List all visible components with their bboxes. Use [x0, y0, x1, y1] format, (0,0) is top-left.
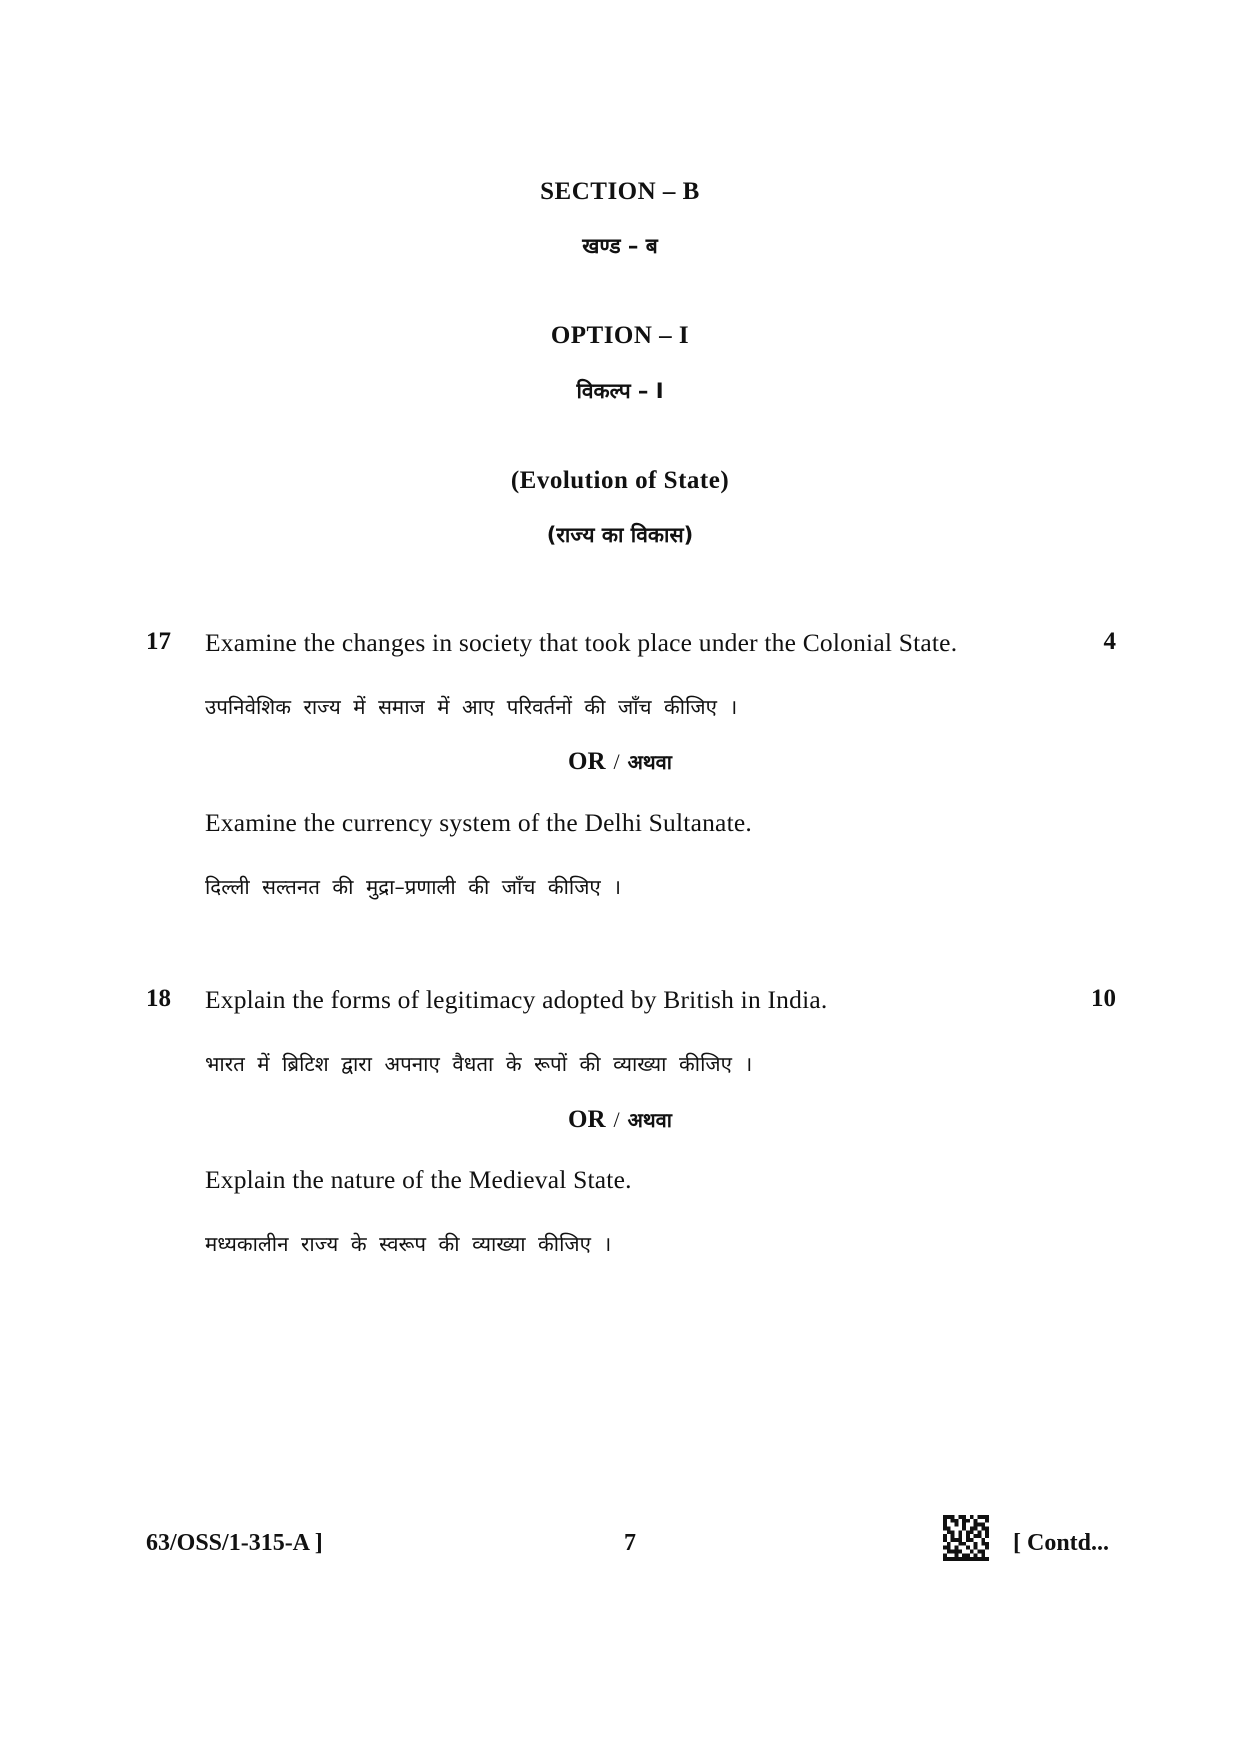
question-text: Examine the changes in society that took place under the Colonial State. [205, 628, 958, 657]
question-number: 18 [146, 985, 171, 1012]
topic-title: (Evolution of State) [510, 467, 730, 494]
alternative-question-text: Explain the nature of the Medieval State. [205, 1165, 632, 1194]
question-text-hindi: उपनिवेशिक राज्य में समाज में आए परिवर्तनों की जाँच कीजिए । [205, 695, 738, 719]
or-label-hindi: अथवा [627, 1108, 672, 1132]
section-title-hindi: खण्ड – ब [582, 234, 658, 258]
section-title: SECTION – B [540, 178, 700, 205]
or-label-hindi: अथवा [627, 750, 672, 774]
or-divider [0, 748, 1240, 776]
or-divider [0, 1106, 1240, 1134]
question-marks: 10 [1091, 985, 1116, 1012]
question-marks: 4 [1103, 628, 1116, 655]
or-label: OR [568, 1106, 606, 1133]
or-separator: / [613, 749, 620, 774]
alternative-question-text-hindi: मध्यकालीन राज्य के स्वरूप की व्याख्या कीजिए । [205, 1232, 612, 1256]
qr-code-icon [943, 1515, 989, 1561]
option-title-hindi: विकल्प – I [576, 379, 664, 403]
topic-title-hindi: (राज्य का विकास) [546, 523, 694, 547]
continued-label: [ Contd... [1013, 1530, 1110, 1556]
alternative-question-text: Examine the currency system of the Delhi Sultanate. [205, 808, 752, 837]
paper-code: 63/OSS/1-315-A ] [146, 1530, 323, 1556]
question-number: 17 [146, 628, 171, 655]
page-number: 7 [624, 1530, 636, 1556]
alternative-question-text-hindi: दिल्ली सल्तनत की मुद्रा–प्रणाली की जाँच कीजिए । [205, 875, 622, 899]
or-separator: / [613, 1107, 620, 1132]
or-label: OR [568, 748, 606, 775]
question-text-hindi: भारत में ब्रिटिश द्वारा अपनाए वैधता के रूपों की व्याख्या कीजिए । [205, 1052, 753, 1076]
option-title: OPTION – I [550, 322, 690, 349]
question-text: Explain the forms of legitimacy adopted by British in India. [205, 985, 828, 1014]
